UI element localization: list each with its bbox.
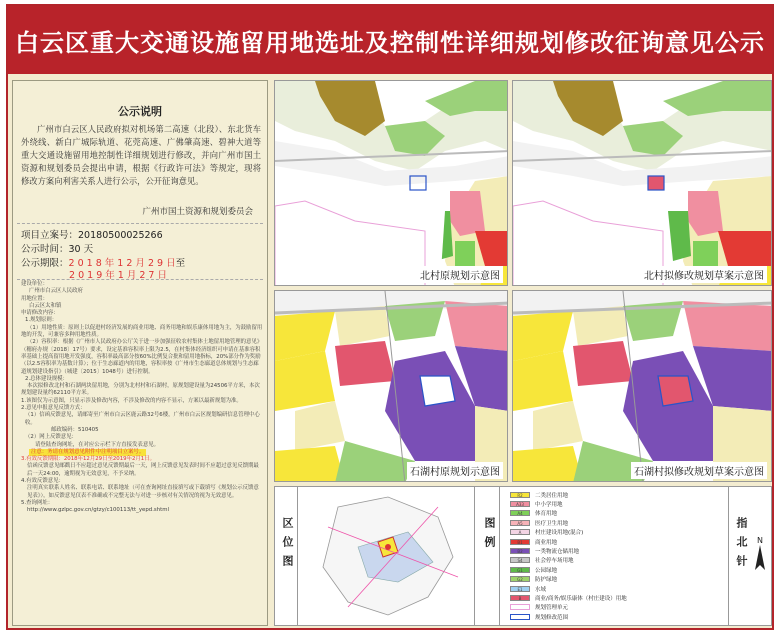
legend-item [510, 491, 568, 498]
svg-text:N: N [757, 536, 763, 545]
legend-item [510, 519, 568, 526]
location-map-title: 区位图 [281, 517, 294, 574]
detail-text [21, 281, 263, 515]
map-graphic [275, 81, 508, 286]
legend-label: 村庄建设用地(混合) [535, 530, 584, 537]
detail-line: （1）信函反馈意见，请邮寄至广州市白云区鹿云路32号6楼，广州市白云区规划编研信息管理中心收。 [25, 412, 260, 426]
legend-label: 医疗卫生用地 [535, 520, 569, 527]
legend-title: 图例 [483, 517, 496, 555]
page-title: 白云区重大交通设施留用地选址及控制性详细规划修改征询意见公示 [8, 6, 772, 74]
map-shihu-proposed [512, 290, 772, 482]
legend-swatch: B2 [510, 548, 530, 554]
legend-item [510, 594, 627, 601]
legend-swatch: A33 [510, 501, 530, 507]
period-row [21, 241, 93, 255]
legend-label: 二类居住用地 [535, 492, 569, 499]
legend-item [510, 547, 579, 554]
legend-item [510, 576, 557, 583]
map-caption: 石湖村原规划示意图 [407, 462, 503, 479]
legend-label: 商业/商务/娱乐康体（村庄建设）用地 [535, 595, 627, 602]
case-label: 项目立案号： [21, 230, 79, 241]
legend-swatch: S4 [510, 557, 530, 563]
map-caption: 北村原规划示意图 [417, 266, 503, 283]
legend-label: 商业用地 [535, 539, 558, 546]
range-to: 2 0 1 9 年 1 月 2 7 日 [69, 270, 167, 281]
divider [17, 279, 263, 280]
legend-swatch: A5 [510, 520, 530, 526]
legend-label: 公园绿地 [535, 567, 558, 574]
legend-label: 水域 [535, 586, 547, 593]
legend-swatch: R2 [510, 492, 530, 498]
detail-line: 信函反馈意见邮戳日不应超过意见反馈期最后一天，网上反馈意见发表时间不应超过意见反馈期最后一天24:00，逾期视为无效意见，不予采纳。 [27, 463, 259, 477]
divider [17, 223, 263, 224]
legend-swatch: B1 [510, 539, 530, 545]
range-label: 公示期限： [21, 258, 69, 269]
legend-item [510, 566, 557, 573]
detail-line: 3.有效反馈期限：2018年12月29日至2019年2月1日。 [21, 456, 156, 463]
period-value: 30 天 [68, 244, 94, 255]
legend-item [510, 538, 557, 545]
range-mid: 至 [175, 258, 186, 269]
legend-label: 规划修改范围 [535, 614, 569, 621]
detail-line: 广州市白云区人民政府 [29, 288, 83, 295]
map-caption: 北村拟修改规划草案示意图 [641, 266, 767, 283]
legend-label: 社会停车场用地 [535, 558, 574, 565]
legend-item [510, 613, 568, 620]
legend-swatch [510, 614, 530, 620]
legend-item [510, 510, 557, 517]
detail-line: 2.总体建设规模： [25, 375, 68, 382]
legend-label: 一类物流仓储用地 [535, 548, 580, 555]
legend-swatch: G2 [510, 576, 530, 582]
detail-line: （2）容积率：根据《广州市人民政府办公厅关于进一步加强征收农村集体土地留用地管理的意见》（穗府办规〔2018〕17号）要求，设定基准容积率上限为2.5，在村集体经济组织可申请在基准容积率基础上提高留用地开发强度，容积率最高部分按60%比例复合批和留用地指标，20%部分作为奖励（以2.5容积率为基数计算）；位于生态廊道内的用地，容积率按《广州市生态廊道总体规划与生态廊道规划建设指引》（城建〔2015〕1048号）进行控制。 [21, 339, 263, 375]
legend-item [510, 529, 583, 536]
detail-line: 5.查询网址： [21, 499, 54, 506]
map-beicun-original [274, 80, 508, 286]
north-arrow-title: 指北针 [735, 517, 748, 574]
location-panel [274, 486, 772, 626]
notice-heading: 公示说明 [118, 105, 162, 118]
detail-line: （2）网上反馈意见： [25, 434, 77, 441]
range-from: 2 0 1 8 年 1 2 月 2 9 日 [68, 258, 176, 269]
detail-line: 注明真实联系人姓名、联系电话、联系地址（可在查询网址直接填写或下载填写《规划公示反馈意见表》），如反馈意见仅表不准确或不完整无法与对进一步核对有关情况的视为无效意见。 [27, 485, 259, 499]
map-graphic [275, 291, 508, 482]
detail-line: 申请修改内容： [21, 310, 59, 317]
map-graphic [513, 81, 772, 286]
legend-item [510, 604, 568, 611]
legend-label: 体育用地 [535, 511, 558, 518]
notice-board [6, 4, 774, 630]
detail-line: 建设单位： [21, 281, 48, 287]
detail-line: 本次拟修改北村和石湖两块留用地，分别为北村村和石湖村，原规划建设量为24506平方米，本次规划建设量约62110平方米。 [21, 383, 260, 397]
legend-swatch: A4 [510, 510, 530, 516]
legend-label: 规划管理单元 [535, 605, 569, 612]
location-map-graphic [298, 487, 474, 625]
north-arrow-icon [751, 535, 769, 579]
query-url[interactable]: http://www.gzlpc.gov.cn/gtzy/c100113/tt_yepd.shtml [27, 507, 170, 514]
detail-line: 白云区太和镇 [29, 302, 62, 309]
map-graphic [513, 291, 772, 482]
legend-swatch: B [510, 595, 530, 601]
case-number: 20180500025266 [78, 230, 163, 241]
detail-line: 邮政编码：510405 [51, 426, 99, 433]
legend-swatch: E1 [510, 586, 530, 592]
notice-body: 广州市白云区人民政府拟对机场第二高速（北段）、东北货车外绕线、新白广城际轨道、花莞高速、广佛肇高速、碧神大道等重大交通设施留用地控制性详细规划进行修改，并向广州市国土资源和规划委员会提出申请，根据《行政许可法》等规定，现将修改方案向利害关系人进行公示，公开征询意见。 [21, 124, 261, 186]
period-label: 公示时间： [21, 244, 69, 255]
legend-panel [499, 487, 729, 625]
notice-panel [12, 80, 268, 626]
legend-label: 中小学用地 [535, 501, 563, 508]
legend-item [510, 500, 563, 507]
notice-signature: 广州市国土资源和规划委员会 [142, 207, 253, 217]
legend-item [510, 585, 546, 592]
detail-line: 请登陆查询网址，在对应公示栏下方直接发表意见。 [35, 441, 159, 448]
map-caption: 石湖村拟修改规划草案示意图 [631, 462, 767, 479]
detail-line: （1）用地性质：原则上以促进村经济发展的商业用地、商务用地和娱乐康体用地为主，为鼓励留用地的开发，可兼容多种用地性质。 [21, 324, 263, 339]
highlight-note: 注意：务请在规划意见附件中注明项目立案号。 [31, 448, 145, 455]
legend-swatch: G1 [510, 567, 530, 573]
detail-line: 4.有效反馈意见： [21, 478, 64, 485]
location-map [297, 487, 475, 625]
detail-line: 用地位置： [21, 295, 48, 302]
legend-item [510, 557, 574, 564]
legend-label: 防护绿地 [535, 577, 558, 584]
map-beicun-proposed [512, 80, 772, 286]
detail-line: 1.规划原则： [25, 317, 58, 324]
legend-swatch: A [510, 529, 530, 535]
case-number-row [21, 227, 163, 241]
detail-line: 2.意见申报意见反馈方式： [21, 405, 86, 412]
map-shihu-original [274, 290, 508, 482]
legend-swatch [510, 604, 530, 610]
detail-line: 1.该图仅为示意图，只显示涉及修改内容，不涉及修改的内容不显示，方案以最新规划为准。 [21, 397, 242, 404]
